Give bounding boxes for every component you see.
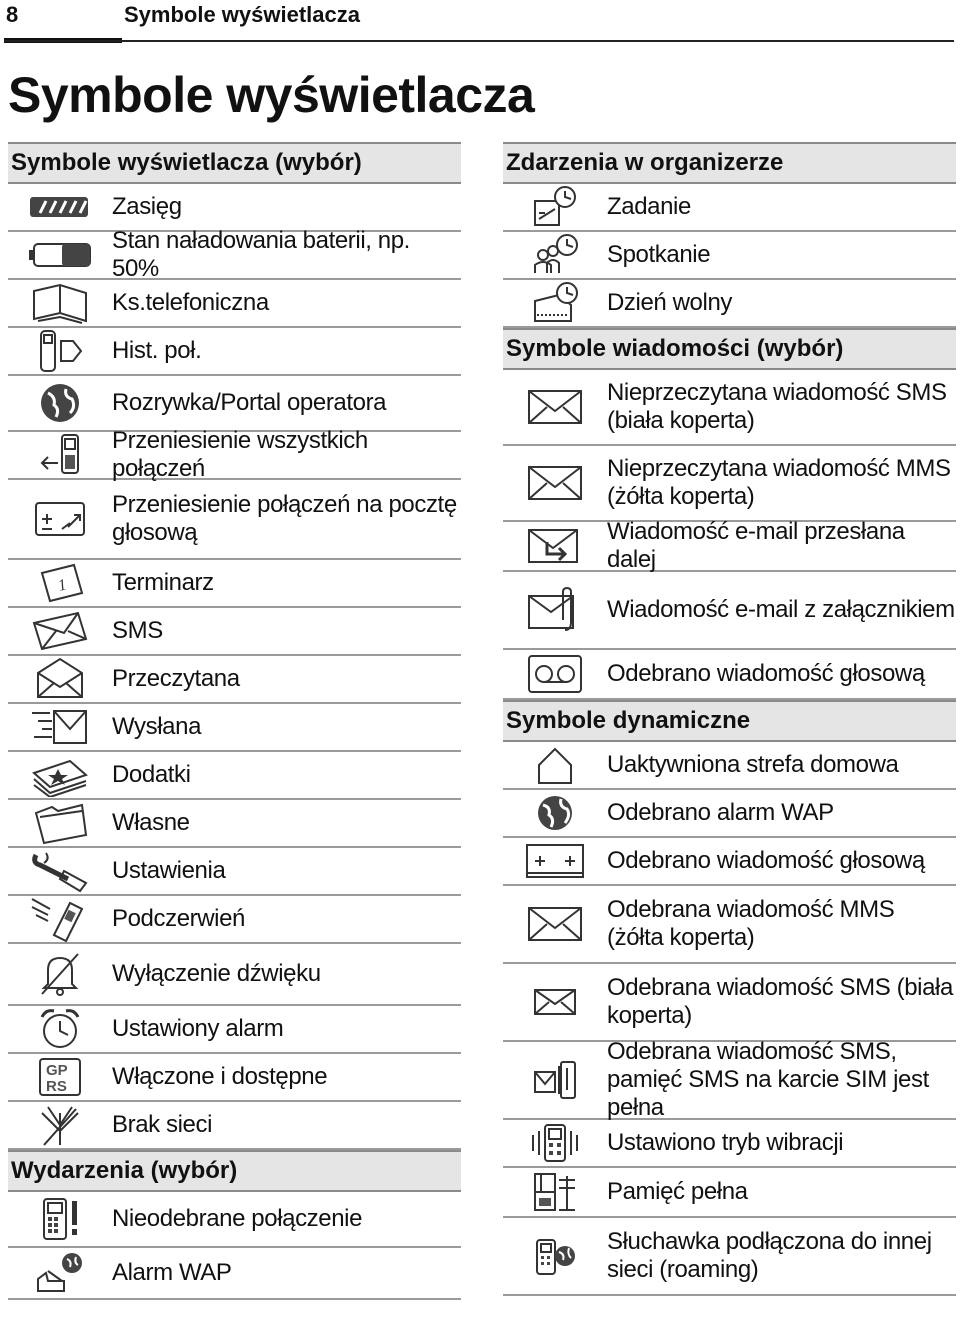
section-heading: Wydarzenia (wybór)	[8, 1150, 461, 1192]
call-history-icon	[8, 329, 112, 373]
missed-call-icon	[8, 1197, 112, 1241]
symbol-row	[8, 328, 461, 376]
symbol-row	[8, 800, 461, 848]
symbol-label: Ks.telefoniczna	[112, 289, 269, 316]
symbol-label: Nieodebrane połączenie	[112, 1205, 363, 1232]
symbol-label: Alarm WAP	[112, 1259, 232, 1286]
infrared-icon	[8, 895, 112, 943]
extras-icon	[8, 753, 112, 797]
phonebook-icon	[8, 281, 112, 325]
symbol-label: Ustawiony alarm	[112, 1015, 284, 1042]
symbol-row	[503, 446, 956, 522]
unread-mms-icon	[503, 463, 607, 503]
symbol-label: Własne	[112, 809, 190, 836]
section-heading: Symbole dynamiczne	[503, 700, 956, 742]
symbol-row	[503, 370, 956, 446]
symbol-row	[8, 1054, 461, 1102]
no-network-icon	[8, 1103, 112, 1147]
email-forwarded-icon	[503, 524, 607, 568]
email-attachment-icon	[503, 586, 607, 634]
settings-icon	[8, 849, 112, 893]
symbol-label: Słuchawka podłączona do innej sieci (roaming)	[607, 1228, 932, 1283]
symbol-row	[8, 1192, 461, 1248]
header-rule	[4, 40, 954, 42]
symbol-row	[8, 427, 461, 482]
svg-text:RS: RS	[46, 1078, 67, 1095]
svg-text:1: 1	[56, 576, 69, 595]
symbol-label: Odebrana wiadomość MMS (żółta koperta)	[607, 896, 895, 951]
symbol-row	[8, 656, 461, 704]
symbol-row	[8, 848, 461, 896]
right-column	[503, 142, 956, 1296]
symbol-label: Przeniesienie połączeń na pocztę głosową	[112, 491, 457, 546]
symbol-row	[8, 480, 461, 560]
alarm-clock-icon	[8, 1007, 112, 1051]
organizer-icon	[8, 561, 112, 605]
symbol-row	[8, 227, 461, 282]
left-column	[8, 142, 461, 1300]
symbol-label: Terminarz	[112, 569, 214, 596]
symbol-label: Nieprzeczytana wiadomość MMS (żółta koperta)	[607, 455, 951, 510]
signal-icon	[8, 193, 112, 221]
symbol-label: Zasięg	[112, 193, 182, 220]
symbol-row	[503, 964, 956, 1042]
symbol-row	[503, 838, 956, 886]
section-heading: Symbole wyświetlacza (wybór)	[8, 142, 461, 184]
symbol-label: Wiadomość e-mail z załącznikiem	[607, 596, 955, 623]
wap-globe-icon	[503, 793, 607, 833]
read-envelope-icon	[8, 657, 112, 701]
symbol-row	[503, 232, 956, 280]
section-heading: Symbole wiadomości (wybór)	[503, 328, 956, 370]
symbol-label: Wysłana	[112, 713, 202, 740]
page-title: Symbole wyświetlacza	[8, 67, 535, 123]
my-stuff-icon	[8, 801, 112, 845]
symbol-label: Wyłączenie dźwięku	[112, 960, 321, 987]
symbol-row	[503, 1168, 956, 1218]
symbol-row	[503, 650, 956, 700]
symbol-label: Ustawiono tryb wibracji	[607, 1129, 844, 1156]
running-title: Symbole wyświetlacza	[124, 2, 360, 27]
symbol-label: Uaktywniona strefa domowa	[607, 751, 899, 778]
gprs-icon	[8, 1057, 112, 1097]
symbol-label: Zadanie	[607, 193, 691, 220]
symbol-row	[8, 896, 461, 944]
mms-envelope-icon	[503, 906, 607, 942]
symbol-label: Odebrano wiadomość głosową	[607, 847, 925, 874]
vibration-icon	[503, 1123, 607, 1163]
roaming-icon	[503, 1236, 607, 1276]
symbol-label: Nieprzeczytana wiadomość SMS (biała koperta)	[607, 379, 947, 434]
symbol-label: Stan naładowania baterii, np. 50%	[112, 227, 410, 282]
symbol-label: Wiadomość e-mail przesłana dalej	[607, 518, 905, 573]
day-off-icon	[503, 281, 607, 325]
page-header	[0, 0, 960, 44]
unread-sms-icon	[503, 387, 607, 427]
symbol-row	[503, 1218, 956, 1296]
symbol-label: Rozrywka/Portal operatora	[112, 389, 387, 416]
symbol-row	[8, 184, 461, 232]
battery-icon	[8, 241, 112, 269]
sms-envelope-icon	[503, 988, 607, 1016]
symbol-row	[503, 790, 956, 838]
symbol-label: Hist. poł.	[112, 337, 202, 364]
symbol-row	[8, 752, 461, 800]
svg-text:GP: GP	[46, 1062, 68, 1079]
symbol-label: Brak sieci	[112, 1111, 213, 1138]
symbol-row	[8, 608, 461, 656]
symbol-row	[503, 1120, 956, 1168]
symbol-label: Dzień wolny	[607, 289, 732, 316]
symbol-row	[8, 1006, 461, 1054]
symbol-label: Pamięć pełna	[607, 1178, 748, 1205]
symbol-row	[503, 280, 956, 328]
symbol-row	[8, 1102, 461, 1150]
symbol-row	[8, 280, 461, 328]
wap-alarm-icon	[8, 1251, 112, 1295]
sent-icon	[8, 707, 112, 747]
ringer-off-icon	[8, 950, 112, 998]
symbol-label: Włączone i dostępne	[112, 1063, 328, 1090]
symbol-row	[503, 886, 956, 964]
symbol-label: Spotkanie	[607, 241, 711, 268]
voicemail-icon	[503, 654, 607, 694]
symbol-row	[8, 560, 461, 608]
symbol-label: SMS	[112, 617, 163, 644]
symbol-label: Ustawienia	[112, 857, 226, 884]
symbol-label: Odebrano alarm WAP	[607, 799, 834, 826]
home-zone-icon	[503, 745, 607, 785]
globe-icon	[8, 381, 112, 425]
voicemail-tape-icon	[503, 841, 607, 881]
symbol-label: Odebrana wiadomość SMS (biała koperta)	[607, 974, 953, 1029]
symbol-row	[503, 742, 956, 790]
divert-voicemail-icon	[8, 501, 112, 537]
symbol-row	[503, 1038, 956, 1121]
symbol-label: Przeczytana	[112, 665, 240, 692]
symbol-row	[503, 518, 956, 573]
symbol-label: Przeniesienie wszystkich połączeń	[112, 427, 368, 482]
symbol-label: Odebrana wiadomość SMS, pamięć SMS na karcie SIM jest pełna	[607, 1038, 929, 1121]
page-number: 8	[6, 2, 19, 27]
symbol-row	[8, 704, 461, 752]
divert-all-icon	[8, 433, 112, 477]
symbol-row	[503, 184, 956, 232]
meeting-icon	[503, 233, 607, 277]
symbol-row	[8, 944, 461, 1006]
task-icon	[503, 185, 607, 229]
section-heading: Zdarzenia w organizerze	[503, 142, 956, 184]
symbol-row	[8, 1248, 461, 1300]
symbol-row	[8, 376, 461, 432]
symbol-label: Dodatki	[112, 761, 191, 788]
sms-icon	[8, 609, 112, 653]
memory-full-icon	[503, 1172, 607, 1212]
symbol-label: Odebrano wiadomość głosową	[607, 660, 925, 687]
symbol-row	[503, 572, 956, 650]
symbol-label: Podczerwień	[112, 905, 246, 932]
sms-memory-full-icon	[503, 1060, 607, 1100]
